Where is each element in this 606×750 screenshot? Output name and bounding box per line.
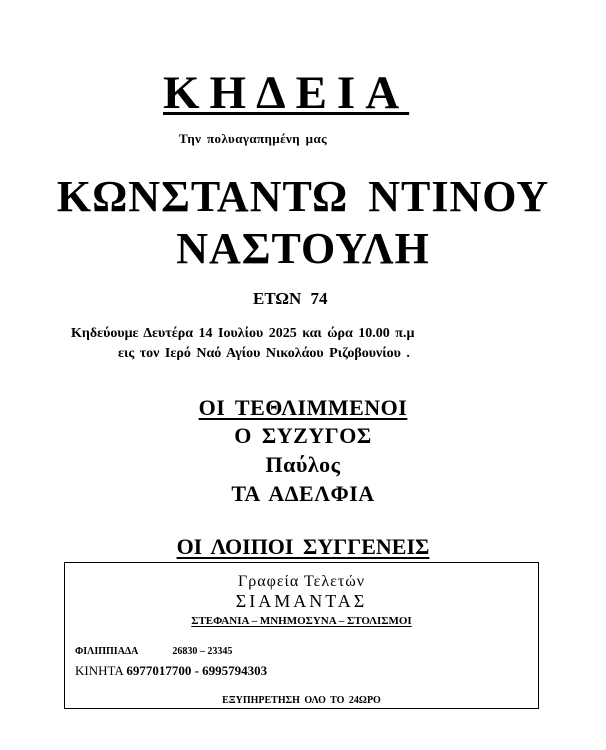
funeral-date-time: Κηδεύουμε Δευτέρα 14 Ιουλίου 2025 και ώρα 10.00 π.μ bbox=[71, 326, 415, 341]
notice-title: ΚΗΔΕΙΑ bbox=[163, 67, 410, 119]
deceased-age: ΕΤΩΝ 74 bbox=[253, 289, 328, 308]
spouse-label: Ο ΣΥΖΥΓΟΣ bbox=[234, 423, 372, 448]
relatives-label: ΟΙ ΛΟΙΠΟΙ ΣΥΓΓΕΝΕΙΣ bbox=[176, 534, 430, 559]
deceased-name-line2: ΝΑΣΤΟΥΛΗ bbox=[176, 224, 430, 273]
spouse-name: Παύλος bbox=[265, 452, 341, 477]
mobile-label: ΚΙΝΗΤΑ bbox=[75, 663, 124, 678]
phone-location: ΦΙΛΙΠΠΙΑΔΑ bbox=[75, 646, 139, 657]
siblings-label: ΤΑ ΑΔΕΛΦΙΑ bbox=[231, 481, 375, 506]
funeral-location: εις τον Ιερό Ναό Αγίου Νικολάου Ριζοβουνίου . bbox=[118, 346, 410, 361]
service-note: ΕΞΥΠΗΡΕΤΗΣΗ ΟΛΟ ΤΟ 24ΩΡΟ bbox=[222, 695, 381, 706]
notice-subtitle: Την πολυαγαπημένη μας bbox=[179, 131, 327, 146]
office-phone bbox=[75, 646, 232, 657]
office-mobile bbox=[75, 663, 267, 679]
deceased-name-line1: ΚΩΝΣΤΑΝΤΩ ΝΤΙΝΟΥ bbox=[56, 172, 550, 221]
office-name: ΣΙΑΜΑΝΤΑΣ bbox=[235, 591, 368, 611]
office-label: Γραφεία Τελετών bbox=[237, 573, 366, 590]
funeral-office-box bbox=[64, 562, 539, 709]
mobile-numbers: 6977017700 - 6995794303 bbox=[126, 663, 268, 678]
office-services: ΣΤΕΦΑΝΙΑ – ΜΝΗΜΟΣΥΝΑ – ΣΤΟΛΙΣΜΟΙ bbox=[191, 615, 412, 627]
mourners-heading: ΟΙ ΤΕΘΛΙΜΜΕΝΟΙ bbox=[198, 395, 408, 420]
phone-numbers: 26830 – 23345 bbox=[172, 646, 233, 657]
